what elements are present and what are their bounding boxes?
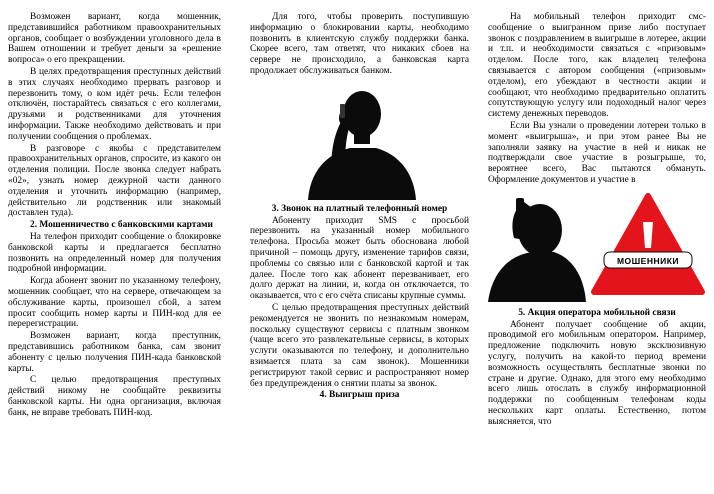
paragraph: Абоненту приходит SMS с просьбой перезвонить на указанный номер мобильного телефона. Просьба может быть обоснована любой причиной – помощь другу, изменение тарифов связи, проблемы со связью или с банковской картой и так далее. После того как абонент перезванивает, его долго держат на линии, и, когда он отключается, то оказывается, что с его счёта списаны крупные суммы. <box>250 215 469 302</box>
paragraph: В разговоре с якобы с представителем правоохранительных органов, спросите, из какого он отделения полиции. После звонка следует набрать «02», узнать номер дежурной части данного отделения и уточнить информацию (например, действительно ли родственник или знакомый доставлен туда). <box>8 143 221 219</box>
sign-text: МОШЕННИКИ <box>616 255 680 266</box>
column-right <box>488 12 706 494</box>
paragraph: С целью предотвращения преступных действий никому не сообщайте реквизиты банковской карты. Ни одна организация, включая банк, не вправе требовать ПИН-код. <box>8 375 221 418</box>
paragraph: Когда абонент звонит по указанному телефону, мошенник сообщает, что на сервере, отвечающем за обслуживание карты, произошел сбой, а затем просит сообщить номер карты и ПИН-код для ее перерегистрации. <box>8 276 221 330</box>
section-heading-paid-call: 3. Звонок на платный телефонный номер <box>271 203 448 214</box>
warning-sign-icon <box>488 192 706 302</box>
section-heading-prize: 4. Выигрыш приза <box>319 390 400 401</box>
paragraph: Если Вы узнали о проведении лотереи только в момент «выигрыша», и при этом ранее Вы не заполняли заявку на участие в ней и никак не подтверждали свое участие в розыгрыше, то, вероятнее всего, Вас пытаются обмануть. Оформление документов и участие в <box>488 120 706 185</box>
paragraph: В целях предотвращения преступных действий в этих случаях необходимо прервать разговор и перезвонить тому, о ком идёт речь. Если телефон отключён, постарайтесь связаться с его коллегами, друзьями и родственниками для уточнения информации. Также необходимо действовать и при получении сообщения о проблемах. <box>8 66 221 142</box>
paragraph: Возможен вариант, когда мошенник, представившийся работником правоохранительных органов, сообщает о возбуждении уголовного дела в Вашем отношении и требует деньги за «решение вопроса» о его прекращении. <box>8 12 221 66</box>
paragraph: На мобильный телефон приходит смс-сообщение о выигранном призе либо поступает звонок с поздравлением в выигрыше в лотерее, акции и т.п. и необходимости связаться с «призовым» отделом. После того, как владелец телефона связывается с автором сообщения («призовым» отделом), его убеждают в честности акции и сообщают, что необходимо предварительно оплатить сопутствующую услугу или подоходный налог через систему денежных переводов. <box>488 12 706 120</box>
column-middle <box>250 12 469 494</box>
paragraph: Абонент получает сообщение об акции, проводимой его мобильным оператором. Например, предложение подключить новую эксклюзивную услугу, получить на какой-то период времени возможность осуществлять бесплатные звонки по стране и другие. Однако, для этого ему необходимо всего лишь отослать в службу информационной поддержки по сообщенным телефонам коды нескольких карт оплаты. Естественно, потом выясняется, что <box>488 319 706 427</box>
paragraph: На телефон приходит сообщение о блокировке банковской карты и предлагается бесплатно позвонить на определенный номер для получения подробной информации. <box>8 231 221 275</box>
fraud-warning-image <box>488 192 706 302</box>
phone-caller-silhouette-image <box>250 80 469 200</box>
paragraph: С целью предотвращения преступных действий рекомендуется не звонить по незнакомым номерам, поскольку существуют сервисы с платным звонком (чаще всего это развлекательные сервисы, в которых услуги оказываются по телефону, и дополнительно взимается плата за сам звонок). Мошенники регистрируют такой сервис и распространяют номер без предупреждения о снятии платы за звонок. <box>250 302 469 389</box>
section-heading-operator-promo: 5. Акция оператора мобильной связи <box>518 307 676 318</box>
silhouette-icon <box>300 80 420 200</box>
paragraph: Возможен вариант, когда преступник, представившись работником банка, сам звонит абоненту с целью получения ПИН-када банковской карты. <box>8 331 221 374</box>
paragraph: Для того, чтобы проверить поступившую информацию о блокировании карты, необходимо позвонить в клиентскую службу поддержки банка. Скорее всего, там ответят, что никаких сбоев на сервере не происходило, а банковская карта продолжает обслуживаться банком. <box>250 12 469 76</box>
section-heading-bank-cards: 2. Мошенничество с банковскими картами <box>30 220 213 231</box>
column-left <box>8 12 221 494</box>
